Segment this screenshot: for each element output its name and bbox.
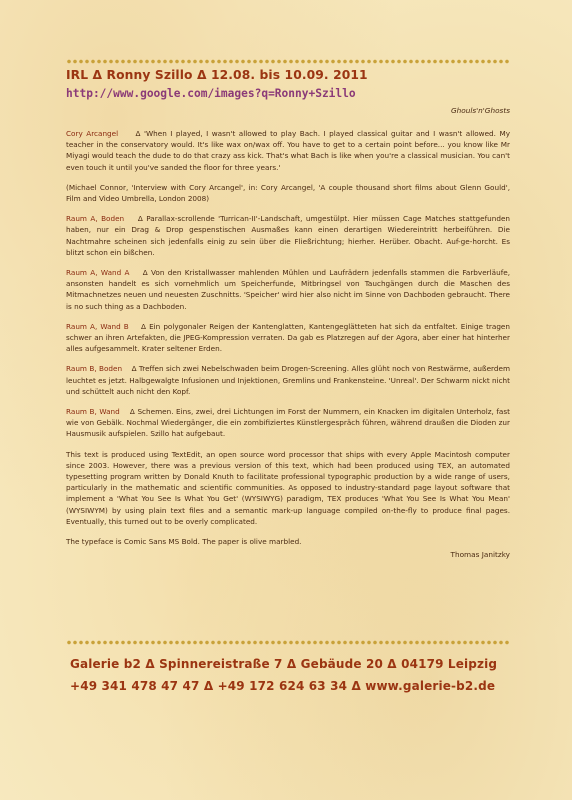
room-paragraph: Raum A, Wand A Δ Von den Kristallwasser mahlenden Mühlen und Laufrädern jedenfalls stammen die Farbverläufe, ansonsten handelt es sich vornehmlich um Speicherfunde, Mitbringsel von Tauchgängen durch die Maschen des Mitmachnetzes neuen und neuesten Zuschnitts. 'Speicher' wird hier also nicht im Sinne von Dachboden gebraucht. There is no such thing as a Dachboden. [66, 268, 511, 311]
room-label: Raum A, Wand B [66, 321, 129, 331]
quote-paragraph: Cory Arcangel Δ 'When I played, I wasn't allowed to play Bach. I played classical guitar and I wasn't allowed. My teacher in the conservatory would. It's like wax on/wax off. You have to get to a certain point before... you know like Mr Miyagi would teach the dude to do that crazy ass kick. That's what Bach is like when you're a classical musician. You can't even touch it until you've sanded the floor for three years.' [66, 129, 510, 172]
top-dotted-border [66, 59, 510, 64]
room-label: Raum A, Boden [66, 214, 125, 224]
quote-source: (Michael Connor, 'Interview with Cory Arcangel', in: Cory Arcangel, 'A couple thousand short films about Glenn Gould', Film and Video Umbrella, London 2008) [66, 182, 510, 204]
room-label: Raum B, Boden [66, 364, 123, 374]
subtitle: Ghouls'n'Ghosts [450, 106, 510, 115]
room-text: Von den Kristallwasser mahlenden Mühlen und Laufrädern jedenfalls stammen die Farbverläufe, ansonsten handelt es sich vornehmlich um Speicherfunde, Mitbringsel von Tauchgängen durch die Maschen des Mitmachnetzes neuen und neuesten Zuschnitts. 'Speicher' wird hier also nicht im Sinne von Dachboden gebraucht. There is no such thing as a Dachboden. [66, 268, 511, 311]
quote-text: 'When I played, I wasn't allowed to play Bach. I played classical guitar and I wasn't allowed. My teacher in the conservatory would. It's like wax on/wax off. You have to get to a certain point before... you know like Mr Miyagi would teach the dude to do that crazy ass kick. That's what Bach is like when you're a classical musician. You can't even touch it until you've sanded the floor for three years.' [66, 129, 510, 172]
document-body [66, 68, 510, 559]
room-label: Raum B, Wand [66, 407, 120, 417]
gallery-contact: +49 341 478 47 47 Δ +49 172 624 63 34 Δ www.galerie-b2.de [70, 679, 496, 693]
colophon-text: This text is produced using TextEdit, an open source word processor that ships with every Apple Macintosh computer since 2003. However, there was a previous version of this text, which had been produced using TEX, an automated typesetting program written by Donald Knuth to facilitate professional typographic production by a wide range of users, particularly in the mathematic and scientific communities. As opposed to industry-standard page layout software that implement a 'What You See Is What You Get' (WYSIWYG) paradigm, TEX produces 'What You See Is What You Mean' (WYSIWYM) by using plain text files and a semantic mark-up language compiled on-the-fly to produce final pages. Eventually, this turned out to be overly complicated. [66, 449, 510, 526]
room-paragraph: Raum A, Boden Δ Parallax-scrollende 'Turrican-II'-Landschaft, umgestülpt. Hier müssen Cage Matches stattgefunden haben, nur ein Drag & Drop gespenstischen Ausmaßes kann einen derartigen Wiedereintritt herbeiführen. Die Nachtmahre scheinen sich jedenfalls einig zu sein über die Fließrichtung; hierher. Herüber. Obacht. Auf-ge-horcht. Es blitzt schon ein bißchen. [66, 214, 510, 257]
typeface-note: The typeface is Comic Sans MS Bold. The paper is olive marbled. [66, 537, 302, 547]
google-images-link[interactable]: http://www.google.com/images?q=Ronny+Szillo [66, 87, 356, 100]
room-paragraph: Raum B, Boden Δ Treffen sich zwei Nebelschwaden beim Drogen-Screening. Alles glüht noch von Restwärme, außerdem leuchtet es jetzt. Halbgewalgte Infusionen und Injektionen, Gremlins und Frankensteine. 'Unreal'. Der Schwarm nickt nicht und schüttelt auch nicht den Kopf. [66, 364, 511, 396]
bottom-dotted-border [66, 640, 510, 645]
room-label: Raum A, Wand A [66, 268, 130, 278]
author-signature: Thomas Janitzky [450, 550, 510, 560]
footer [70, 653, 510, 697]
room-text: Schemen. Eins, zwei, drei Lichtungen im Forst der Nummern, ein Knacken im digitalen Unterholz, fast wie von Gebälk. Nochmal Wiedergänger, die ein zombifiziertes Künstlergespräch führen, während draußen die Dioden zur Hausmusik aufspielen. Szillo hat aufgebaut. [66, 407, 510, 439]
gallery-address: Galerie b2 Δ Spinnereistraße 7 Δ Gebäude 20 Δ 04179 Leipzig [70, 657, 498, 671]
room-text: Parallax-scrollende 'Turrican-II'-Landschaft, umgestülpt. Hier müssen Cage Matches stattgefunden haben, nur ein Drag & Drop gespenstischen Ausmaßes kann einen derartigen Wiedereintritt herbeiführen. Die Nachtmahre scheinen sich jedenfalls einig zu sein über die Fließrichtung; hierher. Herüber. Obacht. Auf-ge-horcht. Es blitzt schon ein bißchen. [66, 214, 510, 257]
room-text: Treffen sich zwei Nebelschwaden beim Drogen-Screening. Alles glüht noch von Restwärme, außerdem leuchtet es jetzt. Halbgewalgte Infusionen und Injektionen, Gremlins und Frankensteine. 'Unreal'. Der Schwarm nickt nicht und schüttelt auch nicht den Kopf. [66, 364, 511, 396]
page-title: IRL Δ Ronny Szillo Δ 12.08. bis 10.09. 2011 [66, 68, 368, 82]
room-paragraph: Raum B, Wand Δ Schemen. Eins, zwei, drei Lichtungen im Forst der Nummern, ein Knacken im digitalen Unterholz, fast wie von Gebälk. Nochmal Wiedergänger, die ein zombifiziertes Künstlergespräch führen, während draußen die Dioden zur Hausmusik aufspielen. Szillo hat aufgebaut. [66, 407, 510, 439]
room-paragraph: Raum A, Wand B Δ Ein polygonaler Reigen der Kantenglatten, Kantengeglätteten hat sich da entfaltet. Einige tragen schwer an ihren Artefakten, die JPEG-Kompression verraten. Da gab es Platzregen auf der Agora, aber einer hat hinterher alles aufgesammelt. Krater seltener Erden. [66, 321, 510, 354]
quote-author: Cory Arcangel [66, 129, 119, 138]
room-text: Ein polygonaler Reigen der Kantenglatten, Kantengeglätteten hat sich da entfaltet. Einige tragen schwer an ihren Artefakten, die JPEG-Kompression verraten. Da gab es Platzregen auf der Agora, aber einer hat hinterher alles aufgesammelt. Krater seltener Erden. [66, 321, 510, 354]
